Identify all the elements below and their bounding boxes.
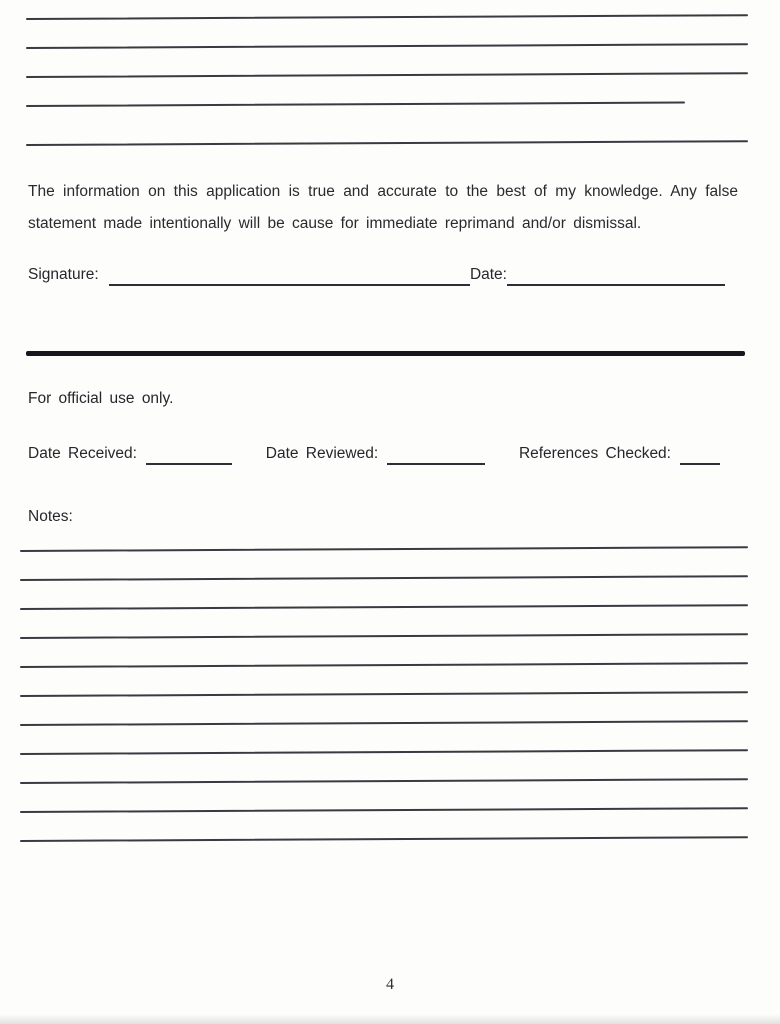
page-number: 4 (386, 976, 394, 993)
blank-write-line (20, 604, 748, 610)
truth-statement (28, 176, 738, 240)
date-label: Date: (469, 266, 507, 283)
blank-write-line (26, 43, 748, 49)
blank-write-line (26, 102, 685, 108)
blank-write-line (20, 749, 748, 755)
blank-write-line (26, 72, 748, 78)
signature-date-row (28, 264, 725, 286)
official-fields-row (28, 443, 720, 465)
blank-write-line (20, 778, 748, 784)
blank-write-line (20, 575, 748, 581)
date-received-blank-line (146, 445, 232, 465)
blank-write-line (20, 662, 748, 668)
date-reviewed-field (266, 443, 485, 465)
blank-write-line (26, 14, 748, 20)
official-use-heading: For official use only. (28, 390, 174, 407)
top-blank-lines (26, 18, 748, 173)
signature-blank-line (109, 266, 470, 286)
references-checked-field (519, 443, 720, 465)
date-received-field (28, 443, 232, 465)
blank-write-line (26, 141, 748, 147)
references-checked-blank-line (680, 445, 720, 465)
blank-write-line (20, 807, 748, 813)
blank-write-line (20, 691, 748, 697)
statement-line-1: The information on this application is true and accurate to the best of my knowledge. Any false (28, 183, 738, 200)
date-blank-line (507, 266, 725, 286)
section-divider (26, 351, 745, 356)
blank-write-line (20, 836, 748, 842)
notes-blank-lines (20, 550, 748, 869)
statement-line-2: statement made intentionally will be cause for immediate reprimand and/or dismissal. (28, 215, 642, 232)
blank-write-line (20, 720, 748, 726)
signature-label: Signature: (28, 266, 99, 283)
blank-write-line (20, 546, 748, 552)
references-checked-label: References Checked: (518, 445, 671, 462)
scanner-shadow-edge (0, 1014, 780, 1024)
notes-label: Notes: (28, 508, 73, 525)
date-received-label: Date Received: (28, 445, 137, 462)
date-reviewed-label: Date Reviewed: (265, 445, 379, 462)
blank-write-line (20, 633, 748, 639)
date-reviewed-blank-line (387, 445, 485, 465)
